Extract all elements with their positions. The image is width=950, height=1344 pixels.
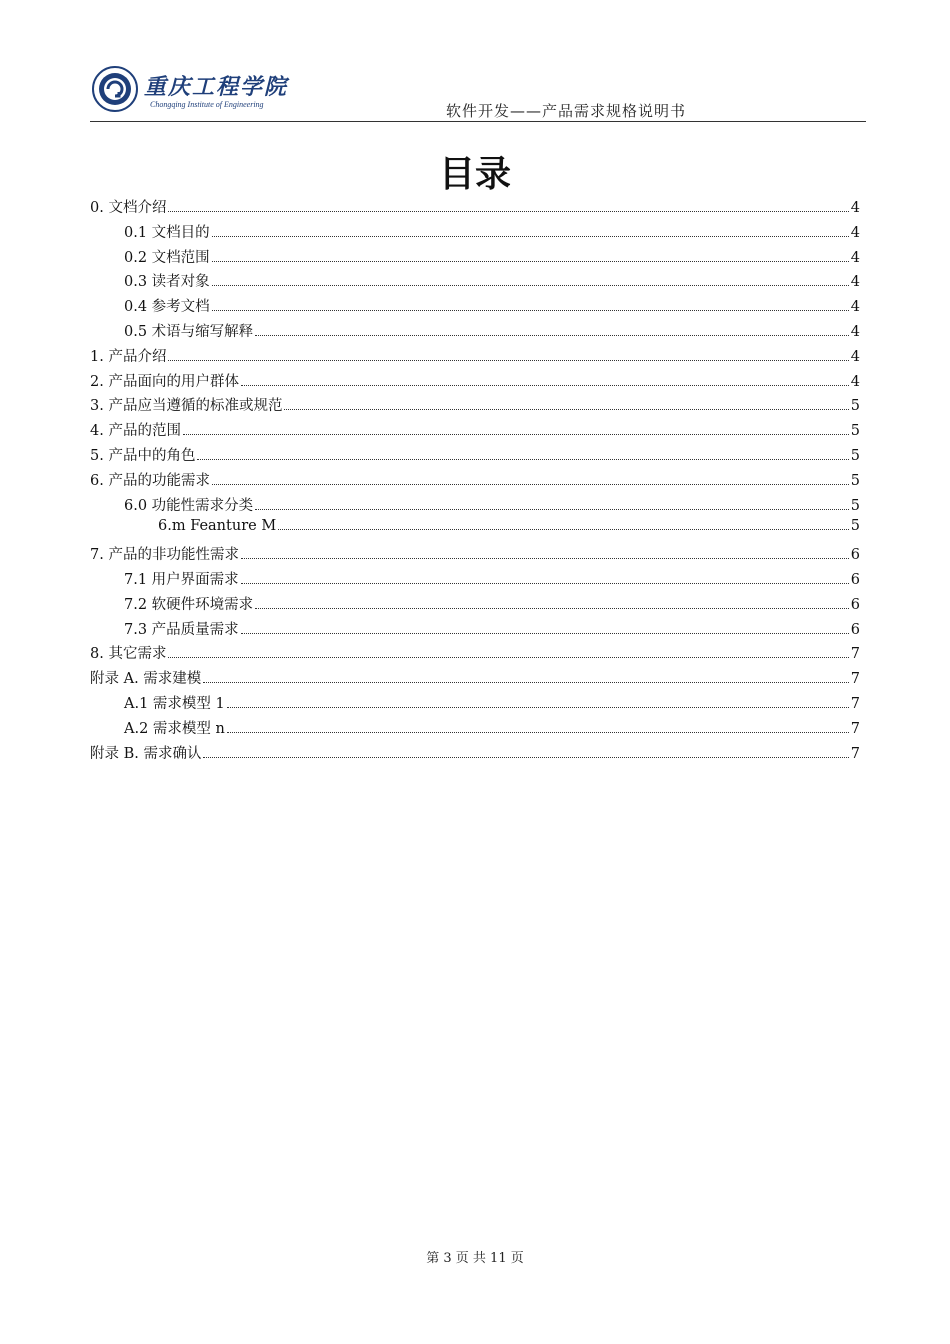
toc-dot-leader xyxy=(241,557,849,559)
toc-dot-leader xyxy=(203,756,848,758)
toc-dot-leader xyxy=(212,309,849,311)
toc-dot-leader xyxy=(168,656,848,658)
toc-entry-label: 8. 其它需求 xyxy=(90,646,167,663)
toc-entry[interactable] xyxy=(90,692,860,717)
toc-entry-label: 0.5 术语与缩写解释 xyxy=(124,323,254,340)
toc-dot-leader xyxy=(241,582,849,584)
institute-emblem-icon xyxy=(92,66,138,112)
toc-dot-leader xyxy=(212,483,849,485)
toc-entry-label: 附录 B. 需求确认 xyxy=(90,745,202,762)
toc-entry-page: 4 xyxy=(850,274,860,291)
toc-dot-leader xyxy=(183,433,849,435)
toc-entry-page: 6 xyxy=(850,547,860,564)
toc-entry-label: 0.1 文档目的 xyxy=(124,224,210,241)
toc-dot-leader xyxy=(212,235,849,237)
toc-entry[interactable] xyxy=(90,717,860,742)
page-header xyxy=(90,62,866,122)
toc-dot-leader xyxy=(227,731,849,733)
toc-entry-label: 7.3 产品质量需求 xyxy=(124,621,239,638)
toc-entry[interactable] xyxy=(90,320,860,345)
toc-entry[interactable] xyxy=(90,419,860,444)
toc-entry[interactable] xyxy=(90,593,860,618)
toc-entry-page: 7 xyxy=(850,646,860,663)
toc-entry-label: 6.m Feanture M xyxy=(158,518,277,535)
toc-entry-label: 6. 产品的功能需求 xyxy=(90,472,210,489)
toc-entry[interactable] xyxy=(90,370,860,395)
toc-entry-label: 附录 A. 需求建模 xyxy=(90,671,202,688)
toc-entry-label: 0.4 参考文档 xyxy=(124,299,210,316)
toc-entry-page: 5 xyxy=(850,518,860,535)
toc-entry-label: 7. 产品的非功能性需求 xyxy=(90,547,239,564)
toc-dot-leader xyxy=(278,528,849,530)
toc-entry-label: 2. 产品面向的用户群体 xyxy=(90,373,239,390)
toc-entry[interactable] xyxy=(90,246,860,271)
toc-entry[interactable] xyxy=(90,469,860,494)
toc-entry[interactable] xyxy=(90,543,860,568)
toc-entry[interactable] xyxy=(90,345,860,370)
toc-entry-label: 5. 产品中的角色 xyxy=(90,447,196,464)
toc-entry-label: 7.2 软硬件环境需求 xyxy=(124,596,254,613)
toc-dot-leader xyxy=(212,260,849,262)
toc-dot-leader xyxy=(203,681,848,683)
toc-entry-label: 1. 产品介绍 xyxy=(90,348,167,365)
toc-dot-leader xyxy=(168,359,848,361)
toc-entry-label: 4. 产品的范围 xyxy=(90,423,181,440)
toc-entry[interactable] xyxy=(90,568,860,593)
toc-entry[interactable] xyxy=(90,444,860,469)
toc-entry[interactable] xyxy=(90,667,860,692)
toc-entry-label: 7.1 用户界面需求 xyxy=(124,571,239,588)
toc-entry-page: 7 xyxy=(850,720,860,737)
toc-entry-label: 6.0 功能性需求分类 xyxy=(124,497,254,514)
toc-entry-page: 4 xyxy=(850,373,860,390)
toc-entry[interactable] xyxy=(90,295,860,320)
toc-entry-page: 5 xyxy=(850,447,860,464)
toc-entry[interactable] xyxy=(90,642,860,667)
toc-entry-page: 4 xyxy=(850,249,860,266)
toc-dot-leader xyxy=(241,632,849,634)
toc-entry-page: 6 xyxy=(850,596,860,613)
toc-entry-page: 4 xyxy=(850,224,860,241)
toc-entry-page: 4 xyxy=(850,348,860,365)
document-header-title: 软件开发——产品需求规格说明书 xyxy=(445,102,686,120)
toc-entry-page: 5 xyxy=(850,423,860,440)
page-footer: 第 3 页 共 11 页 xyxy=(426,1251,524,1266)
toc-entry-page: 4 xyxy=(850,200,860,216)
toc-entry-label: A.1 需求模型 1 xyxy=(124,695,225,712)
toc-entry[interactable] xyxy=(90,494,860,519)
toc-entry-page: 6 xyxy=(850,571,860,588)
toc-title: 目录 xyxy=(438,154,511,195)
toc-dot-leader xyxy=(197,458,848,460)
toc-entry[interactable] xyxy=(90,518,860,543)
toc-entry-label: 0.2 文档范围 xyxy=(124,249,210,266)
toc-dot-leader xyxy=(255,334,849,336)
toc-entry[interactable] xyxy=(90,394,860,419)
toc-entry[interactable] xyxy=(90,742,860,767)
table-of-contents xyxy=(90,196,860,766)
toc-entry-page: 4 xyxy=(850,323,860,340)
toc-dot-leader xyxy=(255,607,849,609)
toc-entry-page: 7 xyxy=(850,671,860,688)
toc-entry[interactable] xyxy=(90,221,860,246)
logo-english-name: Chongqing Institute of Engineering xyxy=(150,100,264,109)
toc-dot-leader xyxy=(227,706,849,708)
toc-dot-leader xyxy=(168,210,848,212)
toc-dot-leader xyxy=(284,408,848,410)
toc-entry[interactable] xyxy=(90,270,860,295)
toc-dot-leader xyxy=(255,508,849,510)
toc-dot-leader xyxy=(241,384,849,386)
toc-entry-page: 4 xyxy=(850,299,860,316)
toc-entry-page: 7 xyxy=(850,745,860,762)
toc-dot-leader xyxy=(212,284,849,286)
toc-entry-page: 6 xyxy=(850,621,860,638)
toc-entry-label: A.2 需求模型 n xyxy=(124,720,225,737)
header-divider xyxy=(90,121,866,122)
toc-entry-page: 5 xyxy=(850,472,860,489)
toc-entry-label: 0. 文档介绍 xyxy=(90,200,167,216)
logo-chinese-name: 重庆工程学院 xyxy=(144,74,289,100)
toc-entry-page: 5 xyxy=(850,398,860,415)
toc-entry[interactable] xyxy=(90,618,860,643)
toc-entry-page: 5 xyxy=(850,497,860,514)
toc-entry-label: 0.3 读者对象 xyxy=(124,274,210,291)
toc-entry[interactable] xyxy=(90,196,860,221)
toc-entry-label: 3. 产品应当遵循的标准或规范 xyxy=(90,398,283,415)
toc-entry-page: 7 xyxy=(850,695,860,712)
